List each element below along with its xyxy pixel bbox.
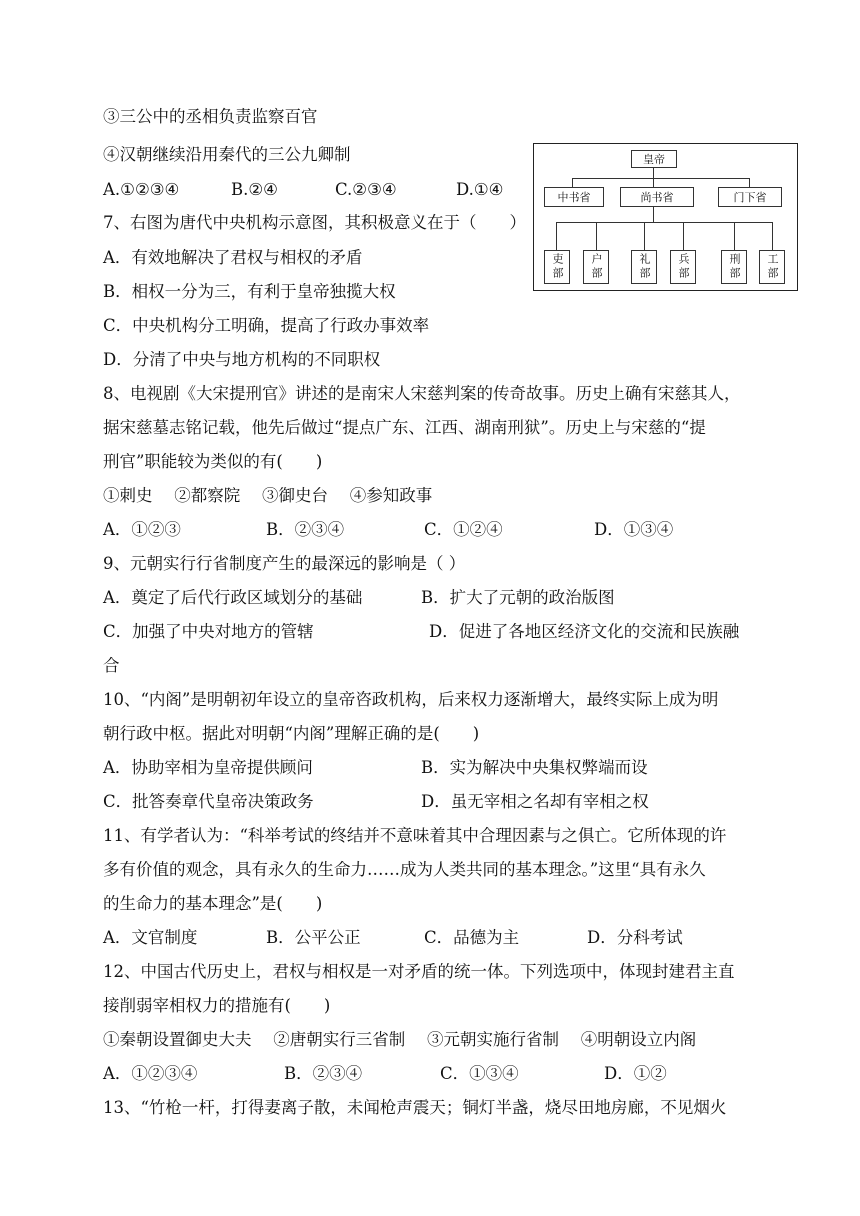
q10-stem-line: 10、“内阁”是明朝初年设立的皇帝咨政机构，后来权力逐渐增大，最终实际上成为明 xyxy=(103,690,719,709)
q12-stem-line: 接削弱宰相权力的措施有( ) xyxy=(103,996,331,1015)
diagram-node-bingbu: 兵部 xyxy=(670,250,696,284)
q11-stem-line: 多有价值的观念，具有永久的生命力……成为人类共同的基本理念。”这里“具有永久 xyxy=(103,860,706,879)
diagram-connector xyxy=(572,178,573,187)
diagram-node-xingbu: 刑部 xyxy=(721,250,747,284)
diagram-connector xyxy=(772,222,773,250)
q6-option-c: C.②③④ xyxy=(335,180,397,199)
q11-option-c: C．品德为主 xyxy=(424,928,520,947)
diagram-connector xyxy=(734,222,735,250)
q12-option-b: B．②③④ xyxy=(284,1064,363,1083)
q13-stem: 13、“竹枪一杆，打得妻离子散，未闻枪声震天；铜灯半盏，烧尽田地房廊，不见烟火 xyxy=(103,1098,727,1117)
q9-option-a: A．奠定了后代行政区域划分的基础 xyxy=(103,588,363,607)
diagram-connector xyxy=(572,178,749,179)
q7-option-b: B．相权一分为三，有利于皇帝独揽大权 xyxy=(103,282,396,301)
q6-option-d: D.①④ xyxy=(456,180,504,199)
q8-option-d: D．①③④ xyxy=(594,520,674,539)
diagram-connector xyxy=(644,222,645,250)
diagram-node-shangshu: 尚书省 xyxy=(620,187,694,207)
q12-option-a: A．①②③④ xyxy=(103,1064,198,1083)
q10-option-a: A．协助宰相为皇帝提供顾问 xyxy=(103,758,313,777)
diagram-connector xyxy=(596,222,597,250)
q12-option-c: C．①③④ xyxy=(440,1064,519,1083)
diagram-connector xyxy=(683,222,684,250)
text-line: ④汉朝继续沿用秦代的三公九卿制 xyxy=(103,145,351,164)
q9-stem: 9、元朝实行行省制度产生的最深远的影响是（ ） xyxy=(103,554,466,573)
q8-stem-line: 刑官”职能较为类似的有( ) xyxy=(103,452,323,471)
diagram-connector xyxy=(653,168,654,178)
q11-stem-line: 的生命力的基本理念”是( ) xyxy=(103,894,323,913)
q10-option-b: B．实为解决中央集权弊端而设 xyxy=(421,758,648,777)
q12-items: ①秦朝设置御史大夫 ②唐朝实行三省制 ③元朝实施行省制 ④明朝设立内阁 xyxy=(103,1030,697,1049)
q12-stem-line: 12、中国古代历史上，君权与相权是一对矛盾的统一体。下列选项中，体现封建君主直 xyxy=(103,962,735,981)
diagram-connector xyxy=(556,222,557,250)
q6-option-b: B.②④ xyxy=(231,180,278,199)
q10-option-c: C．批答奏章代皇帝决策政务 xyxy=(103,792,314,811)
q8-option-a: A．①②③ xyxy=(103,520,181,539)
q11-option-b: B．公平公正 xyxy=(266,928,361,947)
q8-option-c: C．①②④ xyxy=(424,520,503,539)
q9-option-d: D．促进了各地区经济文化的交流和民族融 xyxy=(429,622,740,641)
q8-stem-line: 8、电视剧《大宋提刑官》讲述的是南宋人宋慈判案的传奇故事。历史上确有宋慈其人， xyxy=(103,384,741,403)
diagram-connector xyxy=(653,178,654,187)
diagram-node-menxia: 门下省 xyxy=(718,187,782,207)
q7-stem: 7、右图为唐代中央机构示意图，其积极意义在于（ ） xyxy=(103,213,526,232)
q6-option-a: A.①②③④ xyxy=(103,180,180,199)
diagram-node-hubu: 户部 xyxy=(583,250,609,284)
q11-stem-line: 11、有学者认为：“科举考试的终结并不意味着其中合理因素与之俱亡。它所体现的许 xyxy=(103,826,727,845)
diagram-node-emperor: 皇帝 xyxy=(631,150,677,168)
diagram-node-libu-personnel: 吏部 xyxy=(544,250,570,284)
tang-central-government-diagram xyxy=(533,143,798,291)
q10-stem-line: 朝行政中枢。据此对明朝“内阁”理解正确的是( ) xyxy=(103,724,480,743)
diagram-connector xyxy=(749,178,750,187)
text-line: ③三公中的丞相负责监察百官 xyxy=(103,107,318,126)
diagram-connector xyxy=(556,222,772,223)
q9-option-c: C．加强了中央对地方的管辖 xyxy=(103,622,314,641)
q7-option-d: D．分清了中央与地方机构的不同职权 xyxy=(103,350,381,369)
diagram-node-zhongshu: 中书省 xyxy=(544,187,604,207)
q11-option-d: D．分科考试 xyxy=(587,928,683,947)
q8-items: ①刺史 ②都察院 ③御史台 ④参知政事 xyxy=(103,486,433,505)
diagram-node-gongbu: 工部 xyxy=(759,250,785,284)
diagram-connector xyxy=(653,207,654,222)
q7-option-a: A．有效地解决了君权与相权的矛盾 xyxy=(103,248,363,267)
q7-option-c: C．中央机构分工明确，提高了行政办事效率 xyxy=(103,316,430,335)
q9-option-d-continued: 合 xyxy=(103,656,120,675)
q8-stem-line: 据宋慈墓志铭记载，他先后做过“提点广东、江西、湖南刑狱”。历史上与宋慈的“提 xyxy=(103,418,706,437)
diagram-node-libu-rites: 礼部 xyxy=(631,250,657,284)
q11-option-a: A．文官制度 xyxy=(103,928,198,947)
q10-option-d: D．虽无宰相之名却有宰相之权 xyxy=(421,792,649,811)
q8-option-b: B．②③④ xyxy=(266,520,345,539)
q12-option-d: D．①② xyxy=(604,1064,667,1083)
q9-option-b: B．扩大了元朝的政治版图 xyxy=(421,588,615,607)
